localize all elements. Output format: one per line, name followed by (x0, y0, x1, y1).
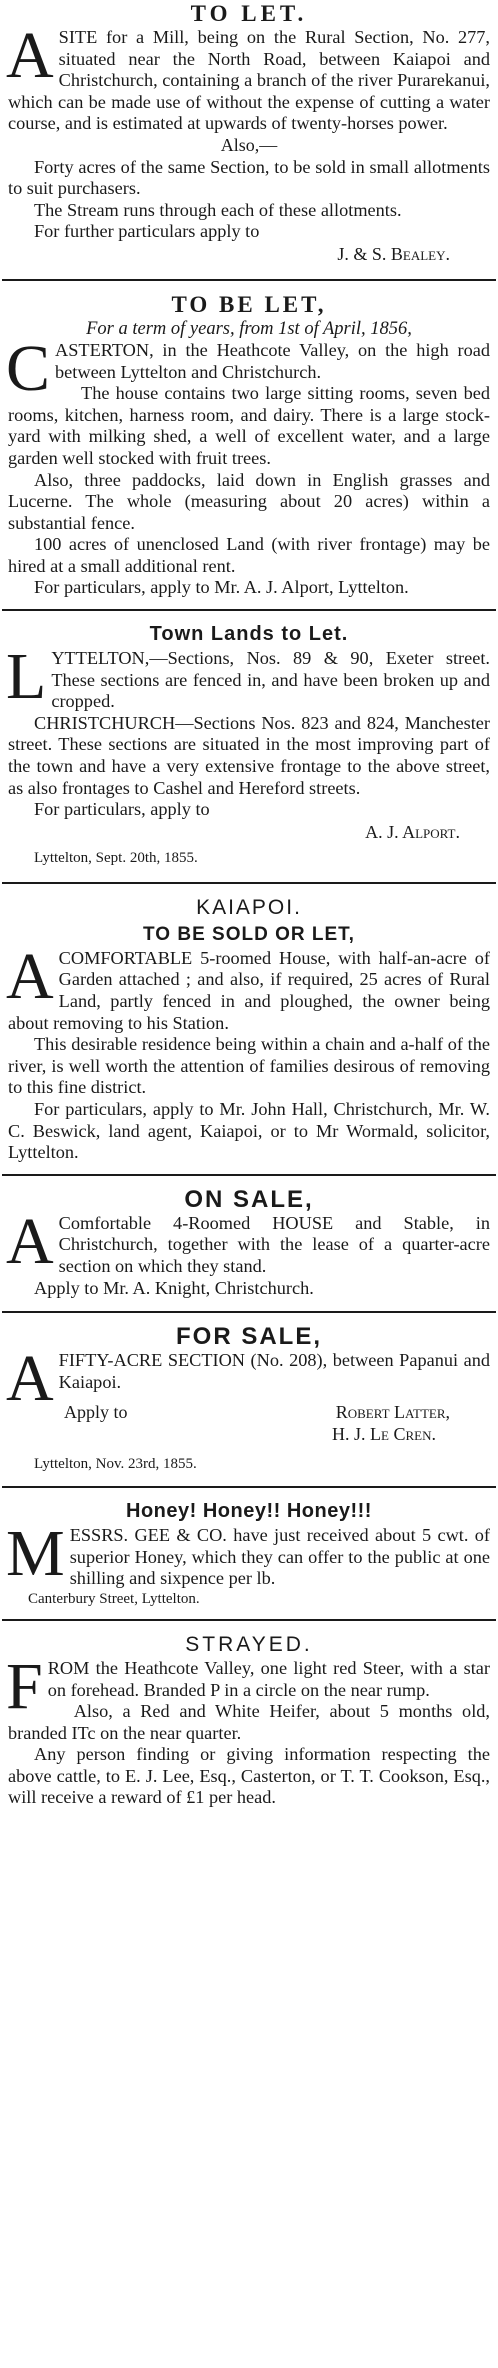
ad-dateline: Canterbury Street, Lyttelton. (28, 1590, 200, 1607)
ad-body: SITE for a Mill, being on the Rural Section, No. 277, situated near the North Road, between Kaiapoi and Christchurch, containing a branch of the river Purarekanui, which can be made use of without the expense of cutting a water course, and is estimated at upwards of twenty-horses power. (8, 27, 490, 134)
ad-heading: ON SALE, (184, 1185, 314, 1213)
ad-body: For particulars, apply to (34, 799, 210, 820)
ad-name: Robert Latter, (335, 1402, 450, 1423)
divider (2, 1486, 496, 1488)
ad-heading: TO BE LET, (171, 291, 327, 317)
ad-also: Also,— (220, 134, 278, 155)
ad-body: COMFORTABLE 5-roomed House, with half-an-acre of Garden attached ; and also, if required, 25 acres of Rural Land, partly fenced in and ploughed, the owner being about removing to his Station. (8, 947, 490, 1033)
ad-strayed (8, 1631, 490, 1809)
drop-cap: A (6, 939, 54, 1013)
ad-heading: STRAYED. (185, 1632, 313, 1656)
drop-cap: C (6, 331, 51, 405)
ad-dateline: Lyttelton, Sept. 20th, 1855. (34, 849, 198, 866)
ad-dateline: Lyttelton, Nov. 23rd, 1855. (34, 1456, 197, 1473)
divider (2, 1311, 496, 1313)
ad-heading: Town Lands to Let. (149, 623, 349, 646)
ad-body: Forty acres of the same Section, to be sold in small allotments to suit purchasers. (8, 156, 490, 199)
ad-to-let-mill-site (8, 0, 490, 265)
ad-body: For further particulars apply to (34, 221, 260, 242)
ad-honey (8, 1498, 490, 1609)
drop-cap: M (6, 1517, 65, 1591)
divider (2, 279, 496, 281)
ad-body: Also, a Red and White Heifer, about 5 months old, branded ITc on the near quarter. (8, 1701, 490, 1743)
ad-for-sale-section (8, 1323, 490, 1474)
ad-body: For particulars, apply to Mr. John Hall, Christchurch, Mr. W. C. Beswick, land agent, Kaiapoi, or to Mr Wormald, solicitor, Lyttelton. (8, 1098, 490, 1163)
divider (2, 1174, 496, 1176)
ad-subheading: For a term of years, from 1st of April, 1856, (86, 318, 412, 339)
ad-kaiapoi-sold-or-let (8, 894, 490, 1164)
ad-apply-label: Apply to (64, 1402, 128, 1423)
ad-on-sale-house (8, 1186, 490, 1299)
ad-signature-row (8, 243, 490, 265)
ad-heading: TO LET. (190, 1, 308, 26)
ad-body: Any person finding or giving information respecting the above cattle, to E. J. Lee, Esq., Casterton, or T. T. Cookson, Esq., will receive a reward of £1 per head. (8, 1744, 490, 1808)
ad-name: H. J. Le Cren. (332, 1424, 436, 1445)
ad-body: For particulars, apply to Mr. A. J. Alport, Lyttelton. (34, 577, 409, 598)
ad-body: CHRISTCHURCH—Sections Nos. 823 and 824, Manchester street. These sections are situated in the most improving part of the town and have a very extensive frontage to the above street, as also frontages to Cashel and Hereford streets. (8, 712, 490, 798)
ad-heading: FOR SALE, (175, 1323, 322, 1351)
ad-body: ROM the Heathcote Valley, one light red Steer, with a star on forehead. Branded P in a circle on the near rump. (47, 1657, 490, 1700)
ad-body: YTTELTON,—Sections, Nos. 89 & 90, Exeter street. These sections are fenced in, and have been broken up and cropped. (51, 648, 490, 712)
ad-town-lands-to-let (8, 621, 490, 868)
ad-body: 100 acres of unenclosed Land (with river frontage) may be hired at a small additional rent. (8, 534, 490, 576)
ad-body: Also, three paddocks, laid down in English grasses and Lucerne. The whole (measuring about 20 acres) within a substantial fence. (8, 469, 490, 533)
ad-signature-row (8, 1423, 490, 1445)
ad-to-be-let-casterton (8, 291, 490, 599)
divider (2, 882, 496, 884)
ad-signature: J. & S. Bealey. (337, 243, 450, 264)
divider (2, 609, 496, 611)
ad-body: This desirable residence being within a chain and a-half of the river, is well worth the attention of families desirous of removing to this fine district. (8, 1034, 490, 1098)
ad-body: Comfortable 4-Roomed HOUSE and Stable, in Christchurch, together with the lease of a quarter-acre section on which they stand. (58, 1212, 490, 1276)
ad-body: The Stream runs through each of these allotments. (34, 199, 402, 220)
drop-cap: L (6, 640, 47, 714)
drop-cap: A (6, 1204, 54, 1278)
ad-body: Apply to Mr. A. Knight, Christchurch. (34, 1277, 314, 1298)
ad-subheading: TO BE SOLD OR LET, (143, 923, 355, 945)
ad-heading: KAIAPOI. (196, 895, 302, 919)
ad-heading: Honey! Honey!! Honey!!! (126, 1500, 372, 1523)
ad-body: ASTERTON, in the Heathcote Valley, on the high road between Lyttelton and Christchurch. (55, 339, 490, 382)
drop-cap: A (6, 19, 54, 92)
ad-body: FIFTY-ACRE SECTION (No. 208), between Papanui and Kaiapoi. (58, 1350, 490, 1392)
drop-cap: F (6, 1649, 43, 1723)
ad-body: ESSRS. GEE & CO. have just received about 5 cwt. of superior Honey, which they can offer to the public at one shilling and sixpence per lb. (69, 1525, 490, 1589)
divider (2, 1619, 496, 1621)
ad-signature-row (8, 821, 490, 843)
ad-signature: A. J. Alport. (365, 821, 460, 842)
ad-apply-row (8, 1401, 490, 1423)
ad-body: The house contains two large sitting rooms, seven bed rooms, kitchen, harness room, and dairy. There is a large stock-yard with milking shed, a well of excellent water, and a large garden well stocked with fruit trees. (8, 383, 490, 468)
drop-cap: A (6, 1342, 54, 1416)
